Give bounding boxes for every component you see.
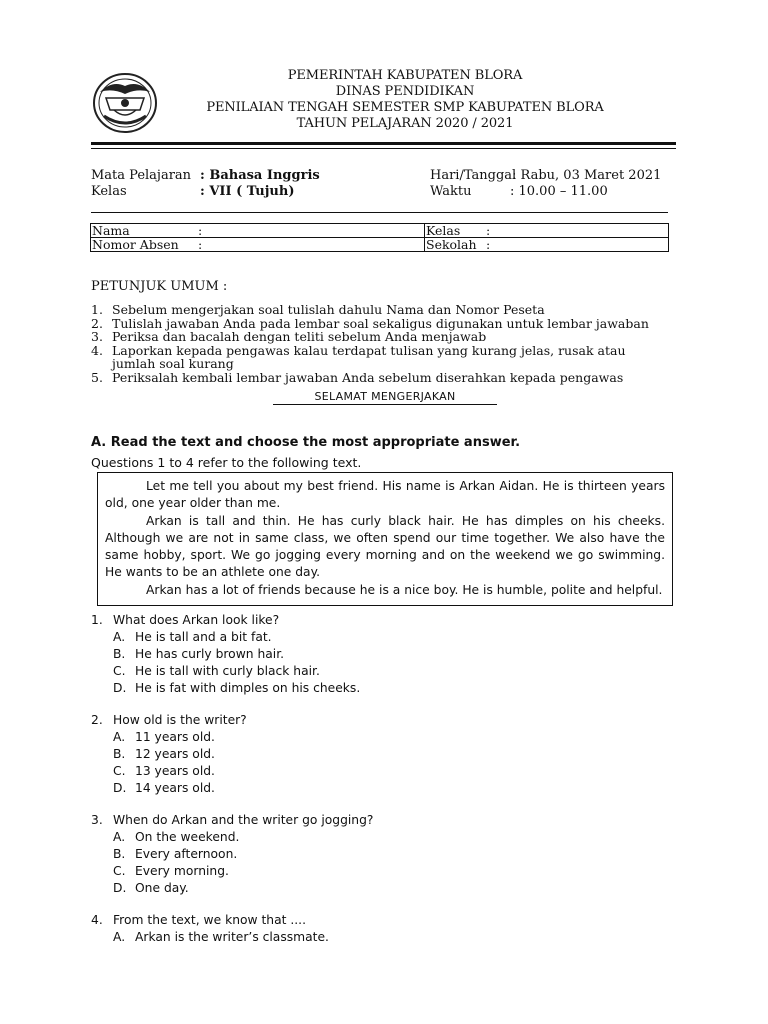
time-label: Waktu xyxy=(430,184,472,199)
option-b[interactable]: B. Every afternoon. xyxy=(113,847,238,861)
absen-colon: : xyxy=(198,237,203,252)
instructions-list xyxy=(91,303,671,384)
date-value: : Rabu, 03 Maret 2021 xyxy=(512,168,662,183)
option-b[interactable]: B. 12 years old. xyxy=(113,747,215,761)
time-value: : 10.00 – 11.00 xyxy=(510,184,608,199)
option-b[interactable]: B. He has curly brown hair. xyxy=(113,647,285,661)
question-stem: From the text, we know that .... xyxy=(113,913,307,927)
question-4: 4. From the text, we know that .... A. Arkan is the writer’s classmate. xyxy=(91,912,651,946)
name-field[interactable] xyxy=(197,224,425,238)
blora-regency-emblem-icon xyxy=(92,70,158,134)
option-d[interactable]: D. 14 years old. xyxy=(113,781,215,795)
instruction-item: 4. Laporkan kepada pengawas kalau terdapat tulisan yang kurang jelas, rusak atau jumlah soal kurang xyxy=(91,342,626,371)
kelas-colon: : xyxy=(486,223,491,238)
option-a[interactable]: A. 11 years old. xyxy=(113,730,215,744)
student-identity-table xyxy=(90,223,669,252)
question-2: 2. How old is the writer? A. 11 years old. B. 12 years old. C. 13 years old. D. 14 years old. xyxy=(91,712,651,797)
subject-value: : Bahasa Inggris xyxy=(200,168,320,183)
date-label: Hari/Tanggal xyxy=(430,168,517,183)
question-1: 1. What does Arkan look like? A. He is tall and a bit fat. B. He has curly brown hair. C. He is tall with curly black hair. D. He is fat with dimples on his cheeks. xyxy=(91,612,651,697)
instruction-item: 3. Periksa dan bacalah dengan teliti sebelum Anda menjawab xyxy=(91,329,487,344)
question-3: 3. When do Arkan and the writer go jogging? A. On the weekend. B. Every afternoon. C. Every morning. D. One day. xyxy=(91,812,651,897)
info-divider xyxy=(91,212,668,213)
option-c[interactable]: C. Every morning. xyxy=(113,864,229,878)
header-line-3: PENILAIAN TENGAH SEMESTER SMP KABUPATEN BLORA xyxy=(206,100,604,115)
option-a[interactable]: A. He is tall and a bit fat. xyxy=(113,630,272,644)
option-c[interactable]: C. He is tall with curly black hair. xyxy=(113,664,320,678)
subject-label: Mata Pelajaran xyxy=(91,168,192,183)
question-stem: When do Arkan and the writer go jogging? xyxy=(113,813,374,827)
header-rule-thick xyxy=(91,142,676,145)
instruction-item: 1. Sebelum mengerjakan soal tulislah dahulu Nama dan Nomor Peseta xyxy=(91,302,545,317)
document-header xyxy=(170,68,640,132)
instructions-title: PETUNJUK UMUM : xyxy=(91,279,228,294)
option-d[interactable]: D. He is fat with dimples on his cheeks. xyxy=(113,681,361,695)
sekolah-colon: : xyxy=(486,237,491,252)
question-stem: What does Arkan look like? xyxy=(113,613,280,627)
sekolah-field[interactable] xyxy=(485,238,669,252)
option-d[interactable]: D. One day. xyxy=(113,881,189,895)
class-value: : VII ( Tujuh) xyxy=(200,184,295,199)
kelas-field[interactable] xyxy=(485,224,669,238)
class-label: Kelas xyxy=(91,184,127,199)
header-line-1: PEMERINTAH KABUPATEN BLORA xyxy=(287,68,523,83)
question-stem: How old is the writer? xyxy=(113,713,247,727)
instruction-item: 5. Periksalah kembali lembar jawaban Anda sebelum diserahkan kepada pengawas xyxy=(91,369,624,385)
passage-paragraph: Arkan has a lot of friends because he is a nice boy. He is humble, polite and helpful. xyxy=(146,582,663,597)
sekolah-label: Sekolah xyxy=(425,238,486,252)
header-line-2: DINAS PENDIDIKAN xyxy=(335,84,475,99)
instruction-item: 2. Tulislah jawaban Anda pada lembar soal sekaligus digunakan untuk lembar jawaban xyxy=(91,315,649,331)
name-colon: : xyxy=(198,223,203,238)
option-a[interactable]: A. Arkan is the writer’s classmate. xyxy=(113,930,329,944)
header-line-4: TAHUN PELAJARAN 2020 / 2021 xyxy=(296,116,514,131)
absen-label: Nomor Absen xyxy=(91,238,198,252)
section-a-title: A. Read the text and choose the most appropriate answer. xyxy=(91,435,521,450)
absen-field[interactable] xyxy=(197,238,425,252)
header-rule-thin xyxy=(91,148,676,149)
reading-passage xyxy=(97,472,673,606)
passage-paragraph: Arkan is tall and thin. He has curly black hair. He has dimples on his cheeks. Although we are not in same class, we often spend our time together. We also have the same hobby, sport. We go jogging every morning and on the weekend we go swimming. He wants to be an athlete one day. xyxy=(105,513,665,580)
kelas-label: Kelas xyxy=(425,224,486,238)
name-label: Nama xyxy=(91,224,198,238)
option-a[interactable]: A. On the weekend. xyxy=(113,830,240,844)
passage-paragraph: Let me tell you about my best friend. His name is Arkan Aidan. He is thirteen years old, one year older than me. xyxy=(105,479,665,511)
section-a-refer: Questions 1 to 4 refer to the following text. xyxy=(91,455,362,470)
option-c[interactable]: C. 13 years old. xyxy=(113,764,215,778)
closing-note: SELAMAT MENGERJAKAN xyxy=(273,390,497,405)
